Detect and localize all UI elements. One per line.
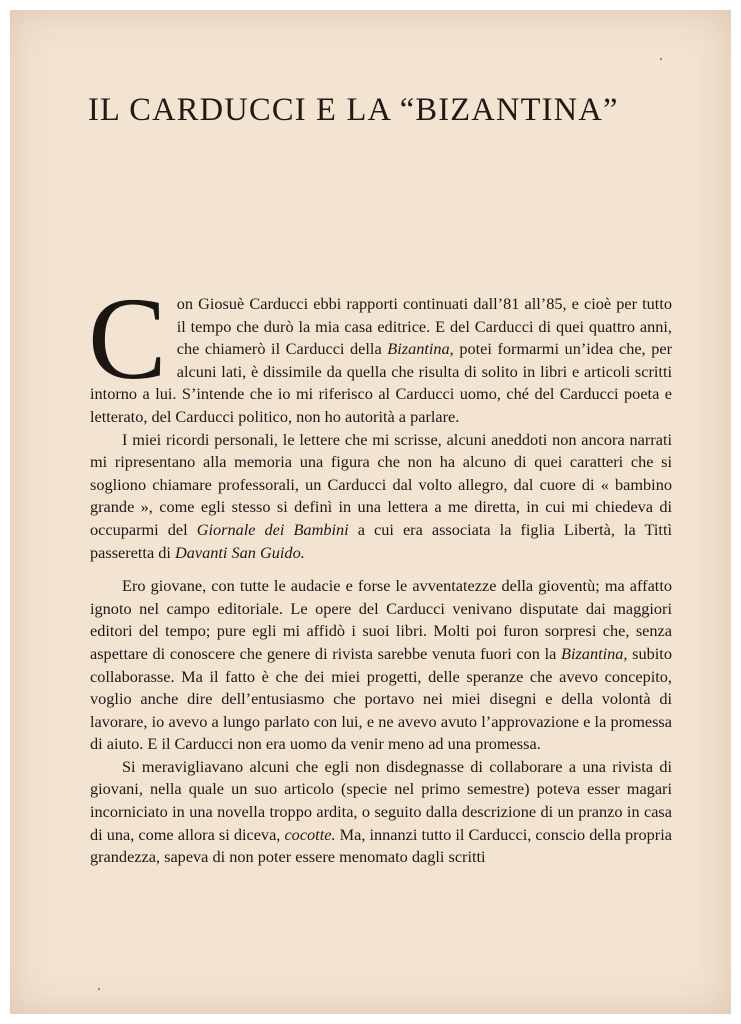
italic-word: cocotte. [284,824,336,844]
italic-title: Davanti San Guido. [175,542,305,562]
text-run: I miei ricordi personali, le lettere che mi scrisse, alcuni aneddoti non ancora narrati mi ripresentano alla memoria una figura che non ha alcuno di quei caratteri che si sogliono chiamare professorali, un Carducci dal volto allegro, dal cuore di « bambino grande », come egli stesso si definì in una lettera a me diretta, in cui mi chiedeva di occuparmi del [90,429,672,539]
book-page [10,10,731,1014]
paper-speck [660,58,662,60]
italic-title: Bizantina, [561,643,628,663]
text-run: potei formarmi un’idea che, per alcuni lati, è dissimile da quella che risulta di solito in libri e articoli scritti intorno a lui. S’intende che io mi riferisco al Carducci uomo, ché del Carducci poeta e letterato, del Carducci politico, non ho autorità a parlare. [90,339,672,426]
text-run: subito collaborasse. Ma il fatto è che dei miei progetti, delle speranze che avevo concepito, voglio anche dire dell’entusiasmo che portavo nei miei disegni e della volontà di lavorare, io avevo a lungo parlato con lui, e ne avevo avuto l’approvazione e la promessa di aiuto. E il Carducci non era uomo da venir meno ad una promessa. [90,643,672,754]
drop-cap-letter: C [88,273,167,404]
italic-title: Giornale dei Bambini [196,519,349,539]
paragraph-3 [90,575,672,756]
text-run: Si meravigliavano alcuni che egli non disdegnasse di collaborare a una rivista di giovani, nella quale un suo articolo (specie nel primo semestre) poteva esser magari incorniciato in una novella troppo ardita, o seguito dalla descrizione di un pranzo in casa di una, come allora si diceva, [90,756,672,844]
text-run: Ero giovane, con tutte le audacie e forse le avventatezze della gioventù; ma affatto ignoto nel campo editoriale. Le opere del Carducci venivano disputate dai maggiori editori del tempo; pure egli mi affidò i suoi libri. Molti poi furon sorpresi che, senza aspettare di conoscere che genere di rivista sarebbe venuta fuori con la [90,576,672,663]
paragraph-1 [88,273,672,429]
paragraph-2 [90,429,672,565]
paper-speck [98,988,100,990]
article-body [88,273,672,869]
text-run: a cui era associata la figlia Libertà, la Tittì passeretta di [90,519,672,562]
page-title: IL CARDUCCI E LA “BIZANTINA” [88,92,619,128]
text-run: on Giosuè Carducci ebbi rapporti continuati dall’81 all’85, e cioè per tutto il tempo che durò la mia casa editrice. E del Carducci di quei quattro anni, che chiamerò il Carducci della [176,294,672,359]
text-run: Ma, innanzi tutto il Carducci, conscio della propria grandezza, sapeva di non poter essere menomato dagli scritti [90,824,672,867]
paragraph-4 [90,756,672,869]
italic-title: Bizantina, [387,339,454,359]
